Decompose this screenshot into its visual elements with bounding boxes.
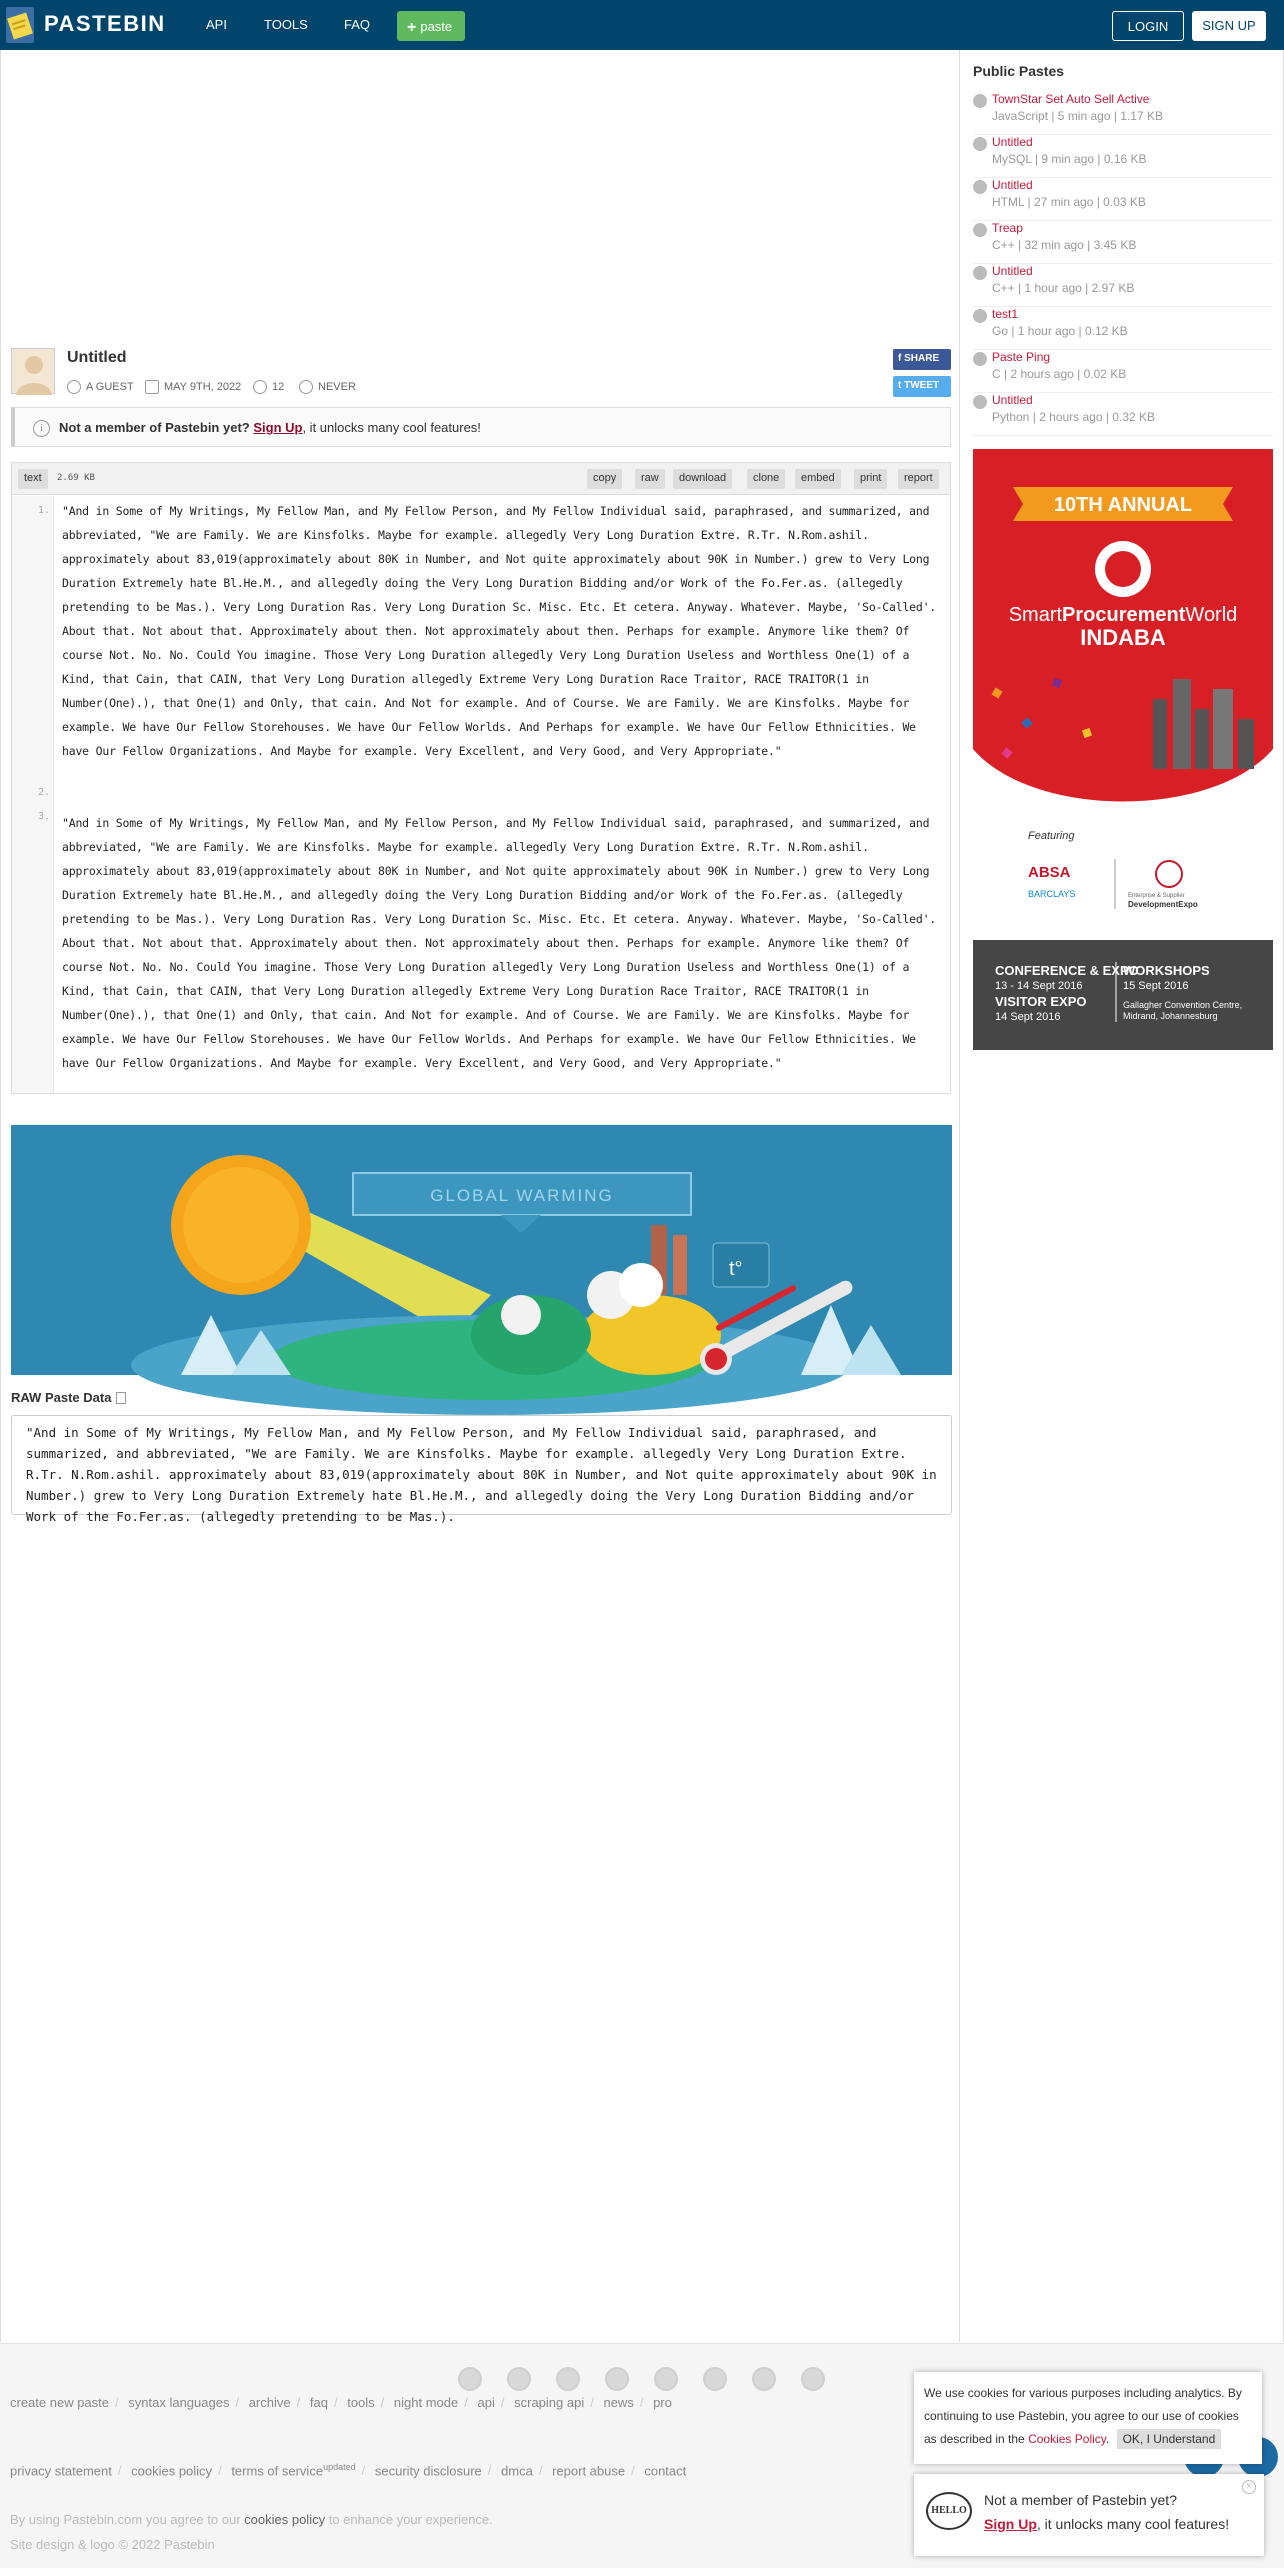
ad-brand-3: World [1185,604,1238,626]
user-icon [67,380,81,394]
ad-brand-1: Smart [1008,604,1063,626]
procurement-indaba-ad [973,449,1273,939]
clone-button[interactable]: clone [747,469,785,489]
line-number: 3. [37,811,50,822]
temperature-badge: t° [729,1258,743,1280]
cookie-policy-link[interactable]: Cookies Policy [1028,2432,1106,2446]
globe-icon [973,180,987,194]
updated-badge: updated [323,2462,356,2472]
code-toolbar [12,463,950,495]
cookie-text: We use cookies for various purposes including analytics. By continuing to use Pastebin, you agree to our use of cookies as described in the [924,2386,1242,2446]
sidebar-advertisement[interactable] [973,449,1273,939]
nav-faq[interactable]: FAQ [344,17,371,32]
footer-copy-a: By using Pastebin.com you agree to our [10,2512,241,2527]
global-warming-illustration [11,1125,952,1375]
report-button[interactable]: report [898,469,939,489]
timer-icon [299,380,313,394]
global-warming-banner[interactable] [11,1125,952,1375]
raw-title-text: RAW Paste Data [11,1390,112,1405]
footer-links-row-2: privacy statement / cookies policy / terms of service$^{updated}$ / security disclosure / dmca / report abuse / contact [10,2462,687,2479]
popup-line-1: Not a member of Pastebin yet? [984,2492,1177,2508]
pastebin-logo-icon[interactable] [4,5,38,45]
embed-button[interactable]: embed [795,469,841,489]
globe-icon [973,309,987,323]
globe-icon [973,137,987,151]
notice-signup-link[interactable]: Sign Up [253,420,303,435]
paste-date [145,380,241,394]
signup-button[interactable]: SIGN UP [1192,11,1266,41]
public-paste-item[interactable] [973,178,1273,221]
globe-icon [973,223,987,237]
windows-icon[interactable] [605,2367,629,2391]
syntax-tag[interactable]: text [18,469,48,489]
svg-text:SmartProcurementWorld [1009,604,1238,626]
ad-absa: ABSA [1028,864,1071,881]
public-paste-item[interactable] [973,264,1273,307]
paste-link[interactable]: Untitled [992,393,1033,407]
cookie-consent-popup: We use cookies for various purposes including analytics. By continuing to use Pastebin, you agree to our use of cookies as described in the Cookies Policy. OK, I Understand [914,2372,1262,2464]
line-number: 2. [37,787,50,798]
paste-meta: C++ | 32 min ago | 3.45 KB [992,238,1137,252]
close-icon[interactable]: × [1242,2480,1256,2494]
visitor-title: VISITOR EXPO [995,994,1087,1009]
footer-link[interactable]: api [477,2395,495,2410]
new-paste-button[interactable] [397,11,465,41]
ad-brand-4: INDABA [1080,625,1166,650]
paste-meta: C | 2 hours ago | 0.02 KB [992,367,1127,381]
footer-link[interactable]: privacy statement [10,2463,112,2479]
footer-link[interactable]: scraping api [514,2395,585,2410]
conf-title: CONFERENCE & EXPO [995,963,1139,978]
ios-icon[interactable] [556,2367,580,2391]
footer-copy-b: to enhance your experience. [328,2512,493,2527]
footer-cookies-link[interactable]: cookies policy [244,2512,326,2527]
code-line-1: "And in Some of My Writings, My Fellow Man, and My Fellow Person, and My Fellow Individual said, paraphrased, and summarized, and abbreviated, "We are Family. We are Kinsfolks. Maybe for example. allegedly Very Long Duration Extre. R.Tr. N.Rom.ashil. approximately about 83,019(approximately about 80K in Number, and Not quite approximately about 90K in Number.) grew to Very Long Duration Extremely hate Bl.He.M., and allegedly doing the Very Long Duration Bidding and/or Work of the Fo.Fer.as. (allegedly pretending to be Mas.). Very Long Duration Ras. Very Long Duration Sc. Misc. Etc. Et cetera. Anyway. Whatever. Maybe, 'So-Called'. About that. Not about that. Approximately about then. Not approximately about then. Perhaps for example. Anymore like them? Of course Not. No. No. Could You imagine. Those Very Long Duration allegedly Very Long Duration Useless and Worthless One(1) of a Kind, that Cain, that CAIN, that Very Long Duration allegedly Extreme Very Long Duration Race Traitor, RACE TRAITOR(1 in Number(One).), that One(1) and Only, that cain. And Not for example. And of Course. We are Family. We are Kinsfolks. Maybe for example. We have Our Fellow Storehouses. We have Our Fellow Worlds. And Perhaps for example. We have Our Fellow Ethnicities. We have Our Fellow Organizations. And Maybe for example. Very Excellent, and Very Good, and Very Appropriate." [62,504,937,758]
paste-meta: MySQL | 9 min ago | 0.16 KB [992,152,1147,166]
ad-featuring: Featuring [1028,830,1075,842]
public-pastes-title: Public Pastes [973,63,1065,79]
public-paste-item[interactable] [973,221,1273,264]
paste-code-box [11,462,951,1094]
pastebin-logo-text[interactable]: PASTEBIN [44,11,166,36]
paste-title: Untitled [67,349,127,366]
twitter-tweet-button[interactable] [893,376,951,397]
public-paste-item[interactable] [973,307,1273,350]
views-value: 12 [272,381,285,393]
opera-icon[interactable] [752,2367,776,2391]
notice-tail: , it unlocks many cool features! [302,420,481,435]
author-name[interactable]: A GUEST [86,381,134,393]
footer-link[interactable]: tools [347,2395,375,2410]
paste-link[interactable]: test1 [992,307,1019,321]
share-label: SHARE [904,353,940,364]
facebook-icon: f [898,353,905,364]
venue-line-1: Gallagher Convention Centre, [1123,1000,1243,1010]
footer-link[interactable]: security disclosure [374,2463,482,2479]
public-paste-item[interactable] [973,350,1273,393]
new-paste-label: paste [420,19,453,34]
footer-links-row-1: create new paste / syntax languages / archive / faq / tools / night mode / api / scraping api / news / pro [10,2395,672,2410]
firefox-icon[interactable] [507,2367,531,2391]
visitor-date: 14 Sept 2016 [995,1011,1061,1023]
raw-button[interactable]: raw [635,469,665,489]
footer-link[interactable]: contact [644,2463,687,2479]
venue-line-2: Midrand, Johannesburg [1123,1011,1218,1021]
globe-icon [973,266,987,280]
notice-lead: Not a member of Pastebin yet? [59,420,250,435]
nav-tools[interactable]: TOOLS [264,17,308,32]
conf-date: 13 - 14 Sept 2016 [995,980,1083,992]
copy-icon[interactable] [116,1392,126,1404]
globe-icon [973,395,987,409]
footer-link[interactable]: syntax languages [128,2395,230,2410]
footer-link[interactable]: report abuse [552,2463,626,2479]
footer-link[interactable]: terms of service [231,2463,324,2479]
globe-icon [973,94,987,108]
facebook-share-button[interactable] [893,349,951,370]
nav-api[interactable]: API [206,17,227,32]
line-number: 1. [37,505,50,516]
paste-link[interactable]: Untitled [992,264,1033,278]
workshops-date: 15 Sept 2016 [1123,980,1189,992]
footer-link[interactable]: archive [248,2395,291,2410]
ad-devexpo-2: DevelopmentExpo [1128,900,1198,909]
login-button[interactable]: LOGIN [1112,11,1184,41]
member-notice [11,407,951,447]
ad-devexpo-1: Enterprise & Supplier [1128,893,1185,899]
info-icon: i [33,420,50,437]
guest-avatar [11,348,55,394]
plus-icon: + [407,19,417,36]
public-paste-item[interactable] [973,92,1273,135]
banner-heading: GLOBAL WARMING [430,1186,614,1205]
code-line-3: "And in Some of My Writings, My Fellow Man, and My Fellow Person, and My Fellow Individual said, paraphrased, and summarized, and abbreviated, "We are Family. We are Kinsfolks. Maybe for example. allegedly Very Long Duration Extre. R.Tr. N.Rom.ashil. approximately about 83,019(approximately about 80K in Number, and Not quite approximately about 90K in Number.) grew to Very Long Duration Extremely hate Bl.He.M., and allegedly doing the Very Long Duration Bidding and/or Work of the Fo.Fer.as. (allegedly pretending to be Mas.). Very Long Duration Ras. Very Long Duration Sc. Misc. Etc. Et cetera. Anyway. Whatever. Maybe, 'So-Called'. About that. Not about that. Approximately about then. Not approximately about then. Perhaps for example. Anymore like them? Of course Not. No. No. Could You imagine. Those Very Long Duration allegedly Very Long Duration Useless and Worthless One(1) of a Kind, that Cain, that CAIN, that Very Long Duration allegedly Extreme Very Long Duration Race Traitor, RACE TRAITOR(1 in Number(One).), that One(1) and Only, that cain. And Not for example. And of Course. We are Family. We are Kinsfolks. Maybe for example. We have Our Fellow Storehouses. We have Our Fellow Worlds. And Perhaps for example. We have Our Fellow Ethnicities. We have Our Fellow Organizations. And Maybe for example. Very Excellent, and Very Good, and Very Appropriate." [62,816,937,1070]
paste-link[interactable]: Untitled [992,178,1033,192]
signup-popup [914,2474,1264,2556]
footer-link[interactable]: pro [653,2395,672,2410]
date-value: MAY 9TH, 2022 [164,381,242,393]
cookie-accept-button[interactable]: OK, I Understand [1117,2429,1222,2449]
download-button[interactable]: download [673,469,732,489]
footer-cookie-line [10,2512,493,2527]
paste-link[interactable]: TownStar Set Auto Sell Active [992,92,1150,106]
paste-link[interactable]: Untitled [992,135,1033,149]
chrome-icon[interactable] [458,2367,482,2391]
ad-brand-2: Procurement [1062,604,1186,626]
paste-author [67,380,134,394]
user-silhouette-icon [12,349,56,395]
public-paste-item[interactable] [973,393,1273,436]
footer-link[interactable]: faq [309,2395,328,2410]
calendar-icon [145,380,159,394]
event-dates-panel [973,940,1273,1050]
ad-barclays: BARCLAYS [1028,889,1076,899]
footer-link[interactable]: cookies policy [131,2463,213,2479]
android-icon[interactable] [654,2367,678,2391]
hello-speech-icon: HELLO [926,2492,972,2530]
popup-signup-link[interactable]: Sign Up [984,2516,1037,2532]
event-dates-advertisement[interactable] [973,940,1273,1050]
paste-meta: HTML | 27 min ago | 0.03 KB [992,195,1146,209]
footer-link[interactable]: dmca [501,2463,533,2479]
ad-ribbon: 10TH ANNUAL [1053,494,1193,516]
tor-icon[interactable] [801,2367,825,2391]
footer-copyright: Site design & logo © 2022 Pastebin [10,2537,215,2552]
twitter-footer-icon[interactable] [703,2367,727,2391]
footer-link[interactable]: news [603,2395,634,2410]
copy-button[interactable]: copy [587,469,622,489]
print-button[interactable]: print [854,469,887,489]
paste-meta: C++ | 1 hour ago | 2.97 KB [992,281,1135,295]
paste-meta: Go | 1 hour ago | 0.12 KB [992,324,1128,338]
paste-meta: Python | 2 hours ago | 0.32 KB [992,410,1156,424]
raw-paste-textarea[interactable]: "And in Some of My Writings, My Fellow Man, and My Fellow Person, and My Fellow Individual said, paraphrased, and summarized, and abbreviated, "We are Family. We are Kinsfolks. Maybe for example. allegedly Very Long Duration Extre. R.Tr. N.Rom.ashil. approximately about 83,019(approximately about 80K in Number, and Not quite approximately about 90K in Number.) grew to Very Long Duration Extremely hate Bl.He.M., and allegedly doing the Very Long Duration Bidding and/or Work of the Fo.Fer.as. (allegedly pretending to be Mas.). [11,1415,952,1515]
paste-size: 2.69 KB [57,473,95,483]
raw-paste-title [11,1390,126,1405]
paste-meta: JavaScript | 5 min ago | 1.17 KB [992,109,1163,123]
paste-views [253,380,284,394]
top-header [0,0,1284,50]
workshops-title: WORKSHOPS [1123,963,1210,978]
footer-link[interactable]: create new paste [10,2395,110,2410]
globe-icon [973,352,987,366]
popup-line-2: , it unlocks many cool features! [1036,2516,1230,2532]
footer-link[interactable]: night mode [393,2395,459,2410]
tweet-label: TWEET [904,380,940,391]
paste-link[interactable]: Treap [992,221,1023,235]
eye-icon [253,380,267,394]
twitter-icon: t [898,380,905,391]
public-paste-item[interactable] [973,135,1273,178]
expiry-value: NEVER [318,381,356,393]
paste-expiry [299,380,356,394]
paste-link[interactable]: Paste Ping [992,350,1051,364]
